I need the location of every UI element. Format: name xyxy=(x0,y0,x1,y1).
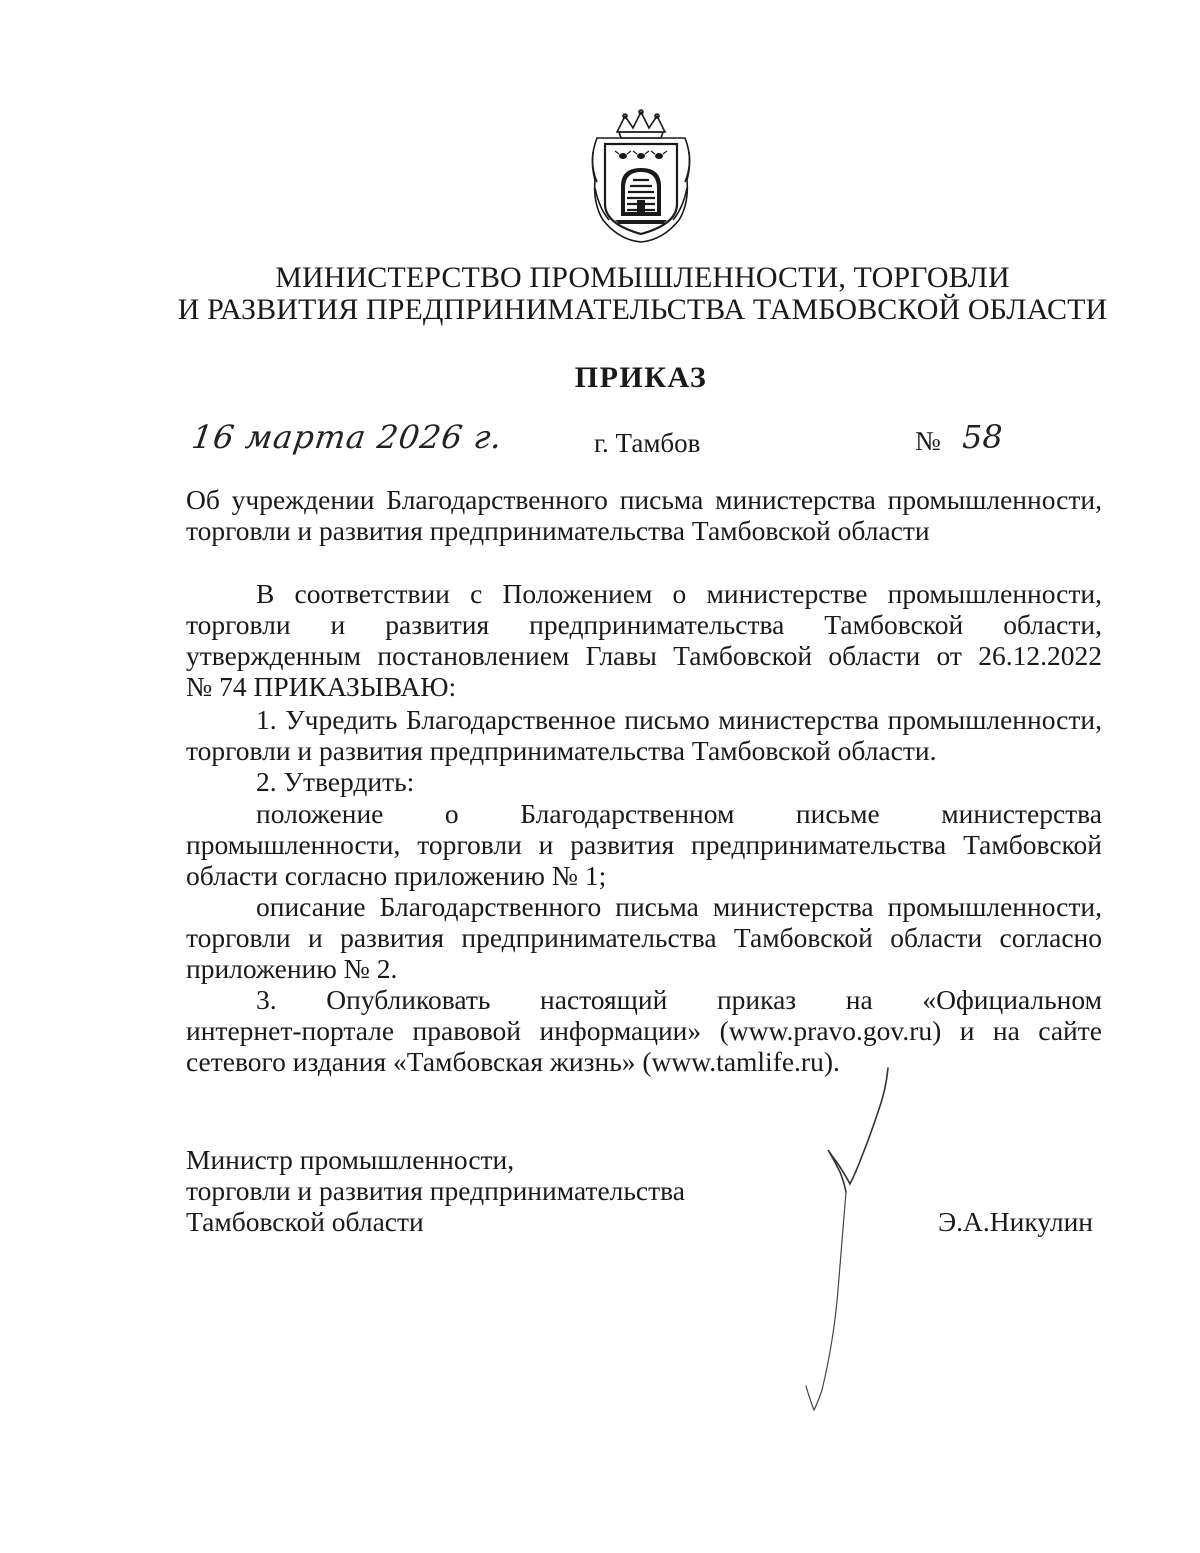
coat-of-arms-emblem xyxy=(589,108,693,244)
document-number-label: № xyxy=(915,426,941,456)
paragraph-line: торговли и развития предпринимательства Тамбовской области. xyxy=(186,735,937,766)
handwritten-date: 16 марта 2026 г. xyxy=(189,418,506,456)
signatory-title-line: Тамбовской области xyxy=(186,1206,424,1237)
order-item-2-description xyxy=(186,891,1102,984)
ministry-name xyxy=(150,262,1135,326)
paragraph-line: интернет-портале правовой информации» (www.pravo.gov.ru) и на сайте xyxy=(186,1015,1102,1046)
paragraph-line: торговли и развития предпринимательства Тамбовской области согласно xyxy=(186,922,1102,953)
signatory-title-line: Министр промышленности, xyxy=(186,1144,515,1175)
paragraph-line: промышленности, торговли и развития предпринимательства Тамбовской xyxy=(186,829,1102,860)
paragraph-line: В соответствии с Положением о министерстве промышленности, xyxy=(256,578,1102,609)
paragraph-line: области согласно приложению № 1; xyxy=(186,860,607,891)
paragraph-line: № 74 ПРИКАЗЫВАЮ: xyxy=(186,671,457,702)
paragraph-line: утвержденным постановлением Главы Тамбовской области от 26.12.2022 xyxy=(186,640,1102,671)
document-type-title: ПРИКАЗ xyxy=(574,361,708,394)
document-subject xyxy=(186,484,1102,546)
order-item-3 xyxy=(186,984,1102,1077)
paragraph-line: положение о Благодарственном письме министерства xyxy=(256,798,1102,829)
signatory-title-line: торговли и развития предпринимательства xyxy=(186,1175,685,1206)
document-city: г. Тамбов xyxy=(594,428,701,458)
ministry-name-line1: МИНИСТЕРСТВО ПРОМЫШЛЕННОСТИ, ТОРГОВЛИ xyxy=(275,261,1010,294)
order-item-2 xyxy=(186,766,1102,797)
paragraph-line: приложению № 2. xyxy=(186,953,398,984)
paragraph-line: описание Благодарственного письма министерства промышленности, xyxy=(256,891,1102,922)
order-item-1 xyxy=(186,704,1102,766)
signatory-name: Э.А.Никулин xyxy=(938,1206,1094,1237)
preamble-paragraph xyxy=(186,578,1102,702)
paragraph-line: 3. Опубликовать настоящий приказ на «Официальном xyxy=(256,984,1102,1015)
handwritten-document-number: 58 xyxy=(962,418,1003,456)
subject-line: торговли и развития предпринимательства Тамбовской области xyxy=(186,515,930,546)
handwritten-signature xyxy=(790,1060,920,1420)
paragraph-line: сетевого издания «Тамбовская жизнь» (www.tamlife.ru). xyxy=(186,1046,840,1077)
paragraph-line: 1. Учредить Благодарственное письмо министерства промышленности, xyxy=(256,704,1102,735)
paragraph-line: 2. Утвердить: xyxy=(256,766,415,797)
ministry-name-line2: И РАЗВИТИЯ ПРЕДПРИНИМАТЕЛЬСТВА ТАМБОВСКОЙ ОБЛАСТИ xyxy=(177,293,1108,326)
coat-of-arms-icon xyxy=(589,108,693,244)
signatory-title xyxy=(186,1144,685,1237)
order-item-2-regulation xyxy=(186,798,1102,891)
subject-line: Об учреждении Благодарственного письма министерства промышленности, xyxy=(186,484,1102,515)
paragraph-line: торговли и развития предпринимательства Тамбовской области, xyxy=(186,609,1102,640)
